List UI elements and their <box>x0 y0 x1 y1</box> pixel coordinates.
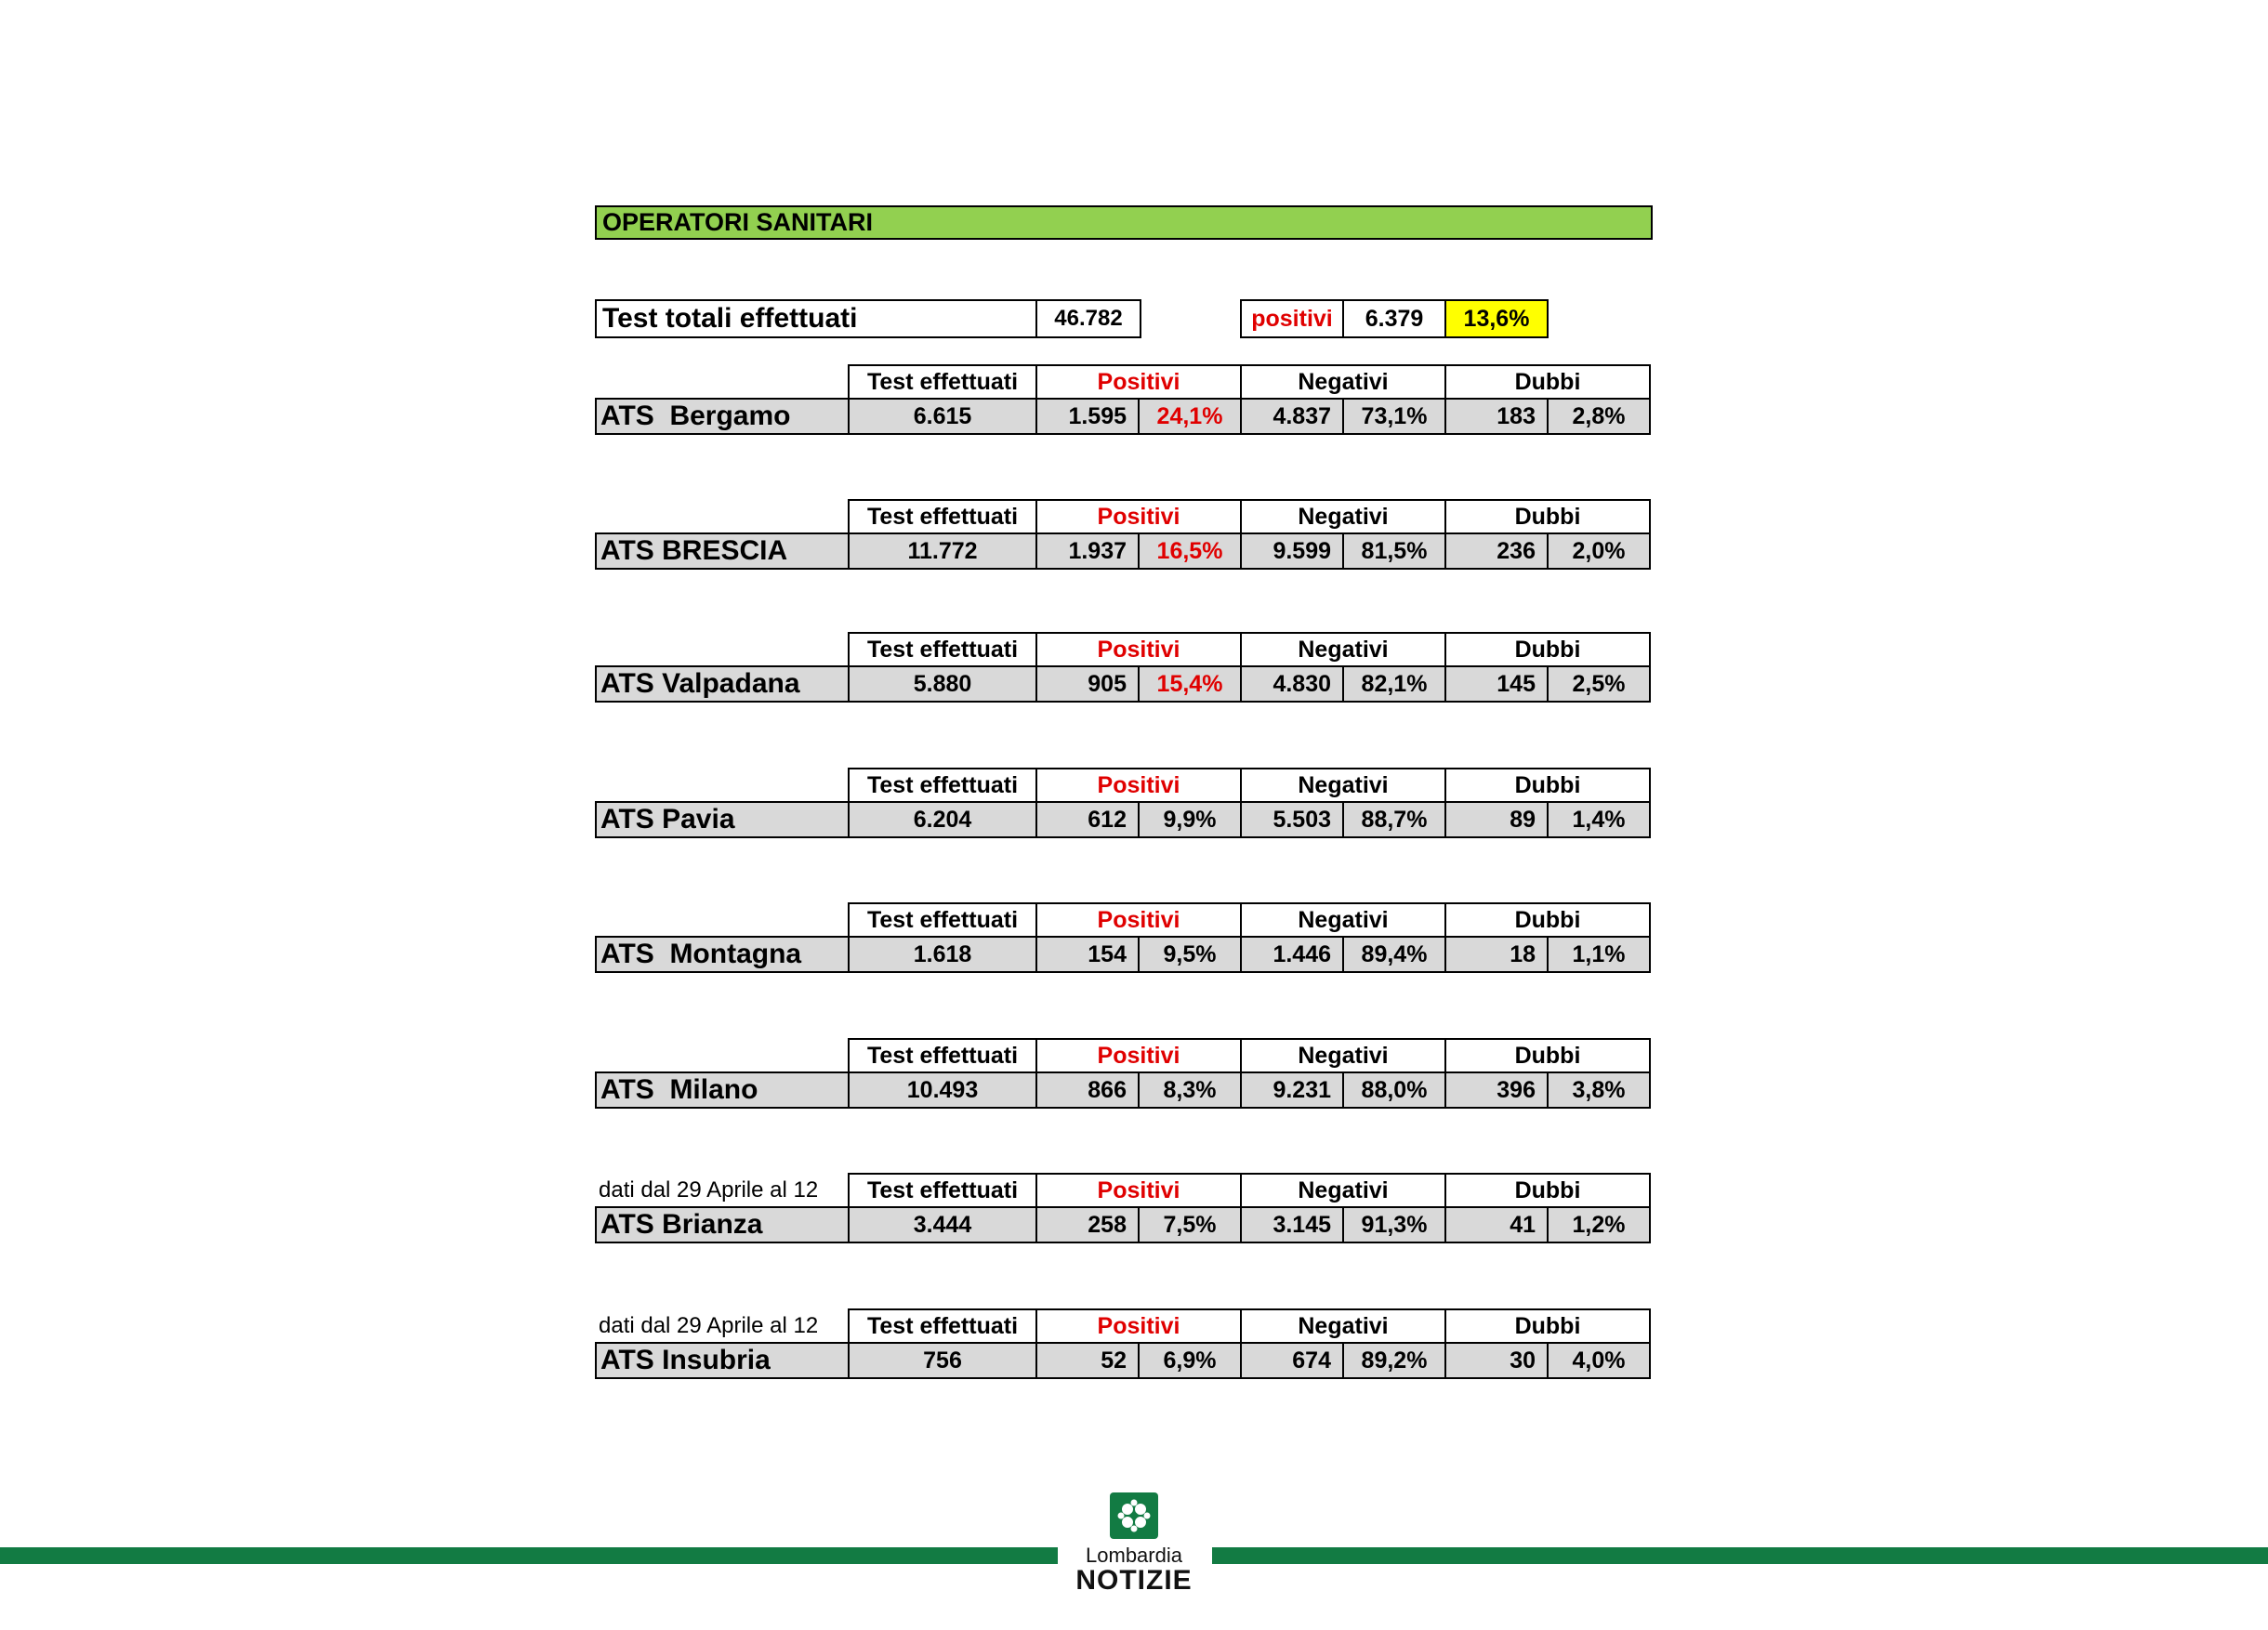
ats-positivi-pct: 15,4% <box>1138 665 1242 703</box>
ats-name: ATS Brianza <box>595 1206 850 1243</box>
ats-negativi: 4.830 <box>1240 665 1344 703</box>
ats-dubbi-pct: 3,8% <box>1547 1071 1651 1109</box>
ats-negativi: 1.446 <box>1240 936 1344 973</box>
ats-row <box>595 801 1651 838</box>
ats-negativi-pct: 81,5% <box>1342 532 1446 570</box>
logo-main: NOTIZIE <box>1075 1565 1193 1596</box>
ats-dubbi-pct: 2,8% <box>1547 398 1651 435</box>
ats-positivi-pct: 7,5% <box>1138 1206 1242 1243</box>
summary-positivi <box>1242 299 1549 338</box>
header-negativi: Negativi <box>1240 1308 1446 1344</box>
ats-name: ATS Bergamo <box>595 398 850 435</box>
ats-positivi-pct: 24,1% <box>1138 398 1242 435</box>
ats-positivi-pct: 9,9% <box>1138 801 1242 838</box>
ats-header <box>848 768 1651 803</box>
ats-negativi: 674 <box>1240 1342 1344 1379</box>
header-dubbi: Dubbi <box>1444 1308 1651 1344</box>
ats-dubbi-pct: 4,0% <box>1547 1342 1651 1379</box>
ats-note <box>599 902 851 938</box>
ats-test: 11.772 <box>848 532 1037 570</box>
ats-block <box>595 364 1655 437</box>
header-positivi: Positivi <box>1035 499 1242 534</box>
ats-row <box>595 1071 1651 1109</box>
ats-note <box>599 364 851 400</box>
header-test: Test effettuati <box>848 1173 1037 1208</box>
ats-name: ATS BRESCIA <box>595 532 850 570</box>
ats-positivi: 866 <box>1035 1071 1140 1109</box>
header-test: Test effettuati <box>848 364 1037 400</box>
ats-positivi-pct: 16,5% <box>1138 532 1242 570</box>
ats-positivi: 52 <box>1035 1342 1140 1379</box>
ats-header <box>848 902 1651 938</box>
ats-note <box>599 632 851 667</box>
ats-header <box>848 1038 1651 1073</box>
ats-dubbi: 41 <box>1444 1206 1549 1243</box>
ats-negativi-pct: 89,4% <box>1342 936 1446 973</box>
header-test: Test effettuati <box>848 632 1037 667</box>
ats-name: ATS Montagna <box>595 936 850 973</box>
ats-positivi: 905 <box>1035 665 1140 703</box>
header-test: Test effettuati <box>848 1308 1037 1344</box>
ats-note: dati dal 29 Aprile al 12 <box>599 1177 819 1203</box>
summary-positivi-label: positivi <box>1240 299 1344 338</box>
ats-header <box>848 499 1651 534</box>
header-positivi: Positivi <box>1035 632 1242 667</box>
ats-block <box>595 902 1655 975</box>
header-dubbi: Dubbi <box>1444 364 1651 400</box>
header-dubbi: Dubbi <box>1444 1038 1651 1073</box>
ats-block <box>595 1308 1655 1381</box>
header-dubbi: Dubbi <box>1444 499 1651 534</box>
summary-total: 46.782 <box>1035 299 1141 338</box>
lombardia-rose-icon <box>1110 1492 1158 1539</box>
ats-header <box>848 1308 1651 1344</box>
header-test: Test effettuati <box>848 1038 1037 1073</box>
header-negativi: Negativi <box>1240 768 1446 803</box>
header-negativi: Negativi <box>1240 1038 1446 1073</box>
summary-positivi-value: 6.379 <box>1342 299 1446 338</box>
lombardia-notizie-logo <box>1060 1492 1208 1595</box>
ats-dubbi: 30 <box>1444 1342 1549 1379</box>
ats-negativi-pct: 82,1% <box>1342 665 1446 703</box>
ats-name: ATS Valpadana <box>595 665 850 703</box>
header-positivi: Positivi <box>1035 1308 1242 1344</box>
logo-sub: Lombardia <box>1086 1544 1182 1567</box>
header-negativi: Negativi <box>1240 902 1446 938</box>
ats-block <box>595 1173 1655 1245</box>
ats-row <box>595 1206 1651 1243</box>
header-positivi: Positivi <box>1035 902 1242 938</box>
ats-negativi: 3.145 <box>1240 1206 1344 1243</box>
ats-dubbi-pct: 2,5% <box>1547 665 1651 703</box>
ats-positivi: 258 <box>1035 1206 1140 1243</box>
ats-positivi-pct: 9,5% <box>1138 936 1242 973</box>
ats-test: 10.493 <box>848 1071 1037 1109</box>
ats-positivi: 154 <box>1035 936 1140 973</box>
ats-name: ATS Milano <box>595 1071 850 1109</box>
ats-dubbi-pct: 1,2% <box>1547 1206 1651 1243</box>
ats-dubbi-pct: 2,0% <box>1547 532 1651 570</box>
ats-dubbi: 145 <box>1444 665 1549 703</box>
header-positivi: Positivi <box>1035 1038 1242 1073</box>
ats-negativi-pct: 91,3% <box>1342 1206 1446 1243</box>
summary-label: Test totali effettuati <box>595 299 1141 338</box>
ats-test: 6.204 <box>848 801 1037 838</box>
ats-positivi-pct: 6,9% <box>1138 1342 1242 1379</box>
footer-line-left <box>0 1547 1058 1564</box>
ats-negativi: 4.837 <box>1240 398 1344 435</box>
section-title: OPERATORI SANITARI <box>595 205 1653 240</box>
ats-test: 1.618 <box>848 936 1037 973</box>
ats-note <box>599 1038 851 1073</box>
ats-dubbi: 236 <box>1444 532 1549 570</box>
ats-dubbi: 396 <box>1444 1071 1549 1109</box>
ats-negativi: 5.503 <box>1240 801 1344 838</box>
header-negativi: Negativi <box>1240 632 1446 667</box>
ats-header <box>848 1173 1651 1208</box>
header-dubbi: Dubbi <box>1444 768 1651 803</box>
header-dubbi: Dubbi <box>1444 632 1651 667</box>
ats-positivi: 1.595 <box>1035 398 1140 435</box>
ats-block <box>595 1038 1655 1111</box>
header-positivi: Positivi <box>1035 364 1242 400</box>
header-negativi: Negativi <box>1240 1173 1446 1208</box>
ats-row <box>595 665 1651 703</box>
ats-negativi: 9.599 <box>1240 532 1344 570</box>
header-dubbi: Dubbi <box>1444 902 1651 938</box>
header-positivi: Positivi <box>1035 768 1242 803</box>
ats-block <box>595 499 1655 572</box>
header-test: Test effettuati <box>848 499 1037 534</box>
header-negativi: Negativi <box>1240 499 1446 534</box>
ats-test: 756 <box>848 1342 1037 1379</box>
ats-test: 5.880 <box>848 665 1037 703</box>
ats-dubbi: 183 <box>1444 398 1549 435</box>
ats-header <box>848 632 1651 667</box>
ats-dubbi: 89 <box>1444 801 1549 838</box>
header-positivi: Positivi <box>1035 1173 1242 1208</box>
ats-dubbi-pct: 1,1% <box>1547 936 1651 973</box>
ats-positivi-pct: 8,3% <box>1138 1071 1242 1109</box>
ats-note: dati dal 29 Aprile al 12 <box>599 1313 819 1338</box>
ats-negativi-pct: 88,0% <box>1342 1071 1446 1109</box>
ats-negativi: 9.231 <box>1240 1071 1344 1109</box>
footer-line-right <box>1212 1547 2268 1564</box>
ats-negativi-pct: 89,2% <box>1342 1342 1446 1379</box>
ats-dubbi: 18 <box>1444 936 1549 973</box>
header-negativi: Negativi <box>1240 364 1446 400</box>
ats-row <box>595 532 1651 570</box>
ats-positivi: 612 <box>1035 801 1140 838</box>
ats-test: 3.444 <box>848 1206 1037 1243</box>
header-test: Test effettuati <box>848 768 1037 803</box>
ats-negativi-pct: 88,7% <box>1342 801 1446 838</box>
ats-block <box>595 768 1655 840</box>
ats-dubbi-pct: 1,4% <box>1547 801 1651 838</box>
ats-header <box>848 364 1651 400</box>
ats-positivi: 1.937 <box>1035 532 1140 570</box>
ats-note <box>599 768 851 803</box>
ats-name: ATS Pavia <box>595 801 850 838</box>
header-test: Test effettuati <box>848 902 1037 938</box>
ats-block <box>595 632 1655 704</box>
ats-name: ATS Insubria <box>595 1342 850 1379</box>
ats-negativi-pct: 73,1% <box>1342 398 1446 435</box>
ats-row <box>595 398 1651 435</box>
summary-positivi-pct: 13,6% <box>1444 299 1549 338</box>
ats-note <box>599 499 851 534</box>
header-dubbi: Dubbi <box>1444 1173 1651 1208</box>
ats-row <box>595 936 1651 973</box>
ats-row <box>595 1342 1651 1379</box>
ats-test: 6.615 <box>848 398 1037 435</box>
